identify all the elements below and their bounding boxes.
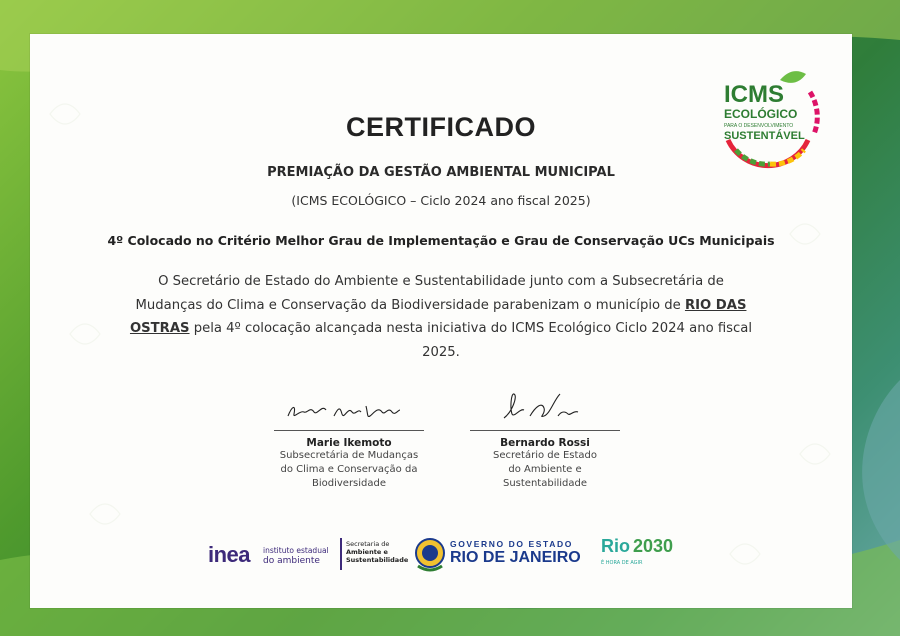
signature-block-ikemoto: [274, 394, 424, 491]
inea-line1: instituto estadual: [263, 546, 329, 555]
certificate-title: CERTIFICADO: [346, 112, 536, 142]
body-text-part2: pela 4º colocação alcançada nesta iniciativa do ICMS Ecológico Ciclo 2024 ano fiscal 2025.: [193, 321, 753, 360]
signer-name: Marie Ikemoto: [306, 437, 392, 449]
signature-line: [274, 430, 424, 431]
governo-line1: GOVERNO DO ESTADO: [450, 539, 573, 549]
governo-rj-logo: [450, 539, 581, 567]
handwritten-signature-rossi: [470, 390, 620, 426]
secretaria-line2: Ambiente e: [346, 548, 388, 556]
governo-line2: RIO DE JANEIRO: [450, 549, 581, 566]
award-cycle: (ICMS ECOLÓGICO – Ciclo 2024 ano fiscal 2025): [291, 193, 591, 208]
rio2030-mark: Rio: [601, 536, 630, 556]
inea-logo: [208, 542, 333, 570]
partner-logos: [208, 534, 708, 574]
signature-block-rossi: [470, 390, 620, 491]
icms-logo-line2: ECOLÓGICO: [724, 107, 798, 121]
certificate-body: [126, 270, 756, 364]
rio2030-logo: [601, 534, 681, 574]
icms-logo-line3: PARA O DESENVOLVIMENTO: [724, 123, 794, 129]
signer-name: Bernardo Rossi: [500, 437, 590, 449]
secretaria-line3: Sustentabilidade: [346, 556, 409, 564]
signer-role-line3: Biodiversidade: [311, 478, 387, 489]
secretaria-line1: Secretaria de: [346, 540, 390, 548]
rio2030-tagline: É HORA DE AGIR: [601, 560, 643, 566]
inea-line2: do ambiente: [263, 556, 320, 566]
award-program: PREMIAÇÃO DA GESTÃO AMBIENTAL MUNICIPAL: [267, 165, 615, 180]
body-text-part1: O Secretário de Estado do Ambiente e Sustentabilidade junto com a Subsecretária de Mudanças do Clima e Conservação da Biodiversidade parabenizam o município de: [135, 274, 724, 313]
handwritten-signature-ikemoto: [274, 394, 424, 426]
inea-mark: inea: [208, 542, 251, 567]
icms-logo-line1: ICMS: [724, 81, 784, 108]
municipality-name: RIO DAS OSTRAS: [129, 297, 747, 336]
divider: [340, 538, 342, 570]
certificate-card: [30, 34, 852, 608]
signer-role-line3: Sustentabilidade: [502, 478, 587, 489]
placement-heading: 4º Colocado no Critério Melhor Grau de Implementação e Grau de Conservação UCs Municipais: [107, 233, 775, 248]
signer-role-line2: do Ambiente e: [508, 464, 582, 475]
signer-role-line2: do Clima e Conservação da: [280, 464, 418, 475]
icms-logo-line4: SUSTENTÁVEL: [724, 130, 805, 142]
secretaria-logo: [346, 540, 416, 564]
signature-line: [470, 430, 620, 431]
signer-role-line1: Subsecretária de Mudanças: [279, 450, 419, 461]
rj-coat-of-arms-icon: [412, 536, 448, 574]
rio2030-year: 2030: [633, 536, 674, 556]
signer-role-line1: Secretário de Estado: [493, 450, 597, 461]
